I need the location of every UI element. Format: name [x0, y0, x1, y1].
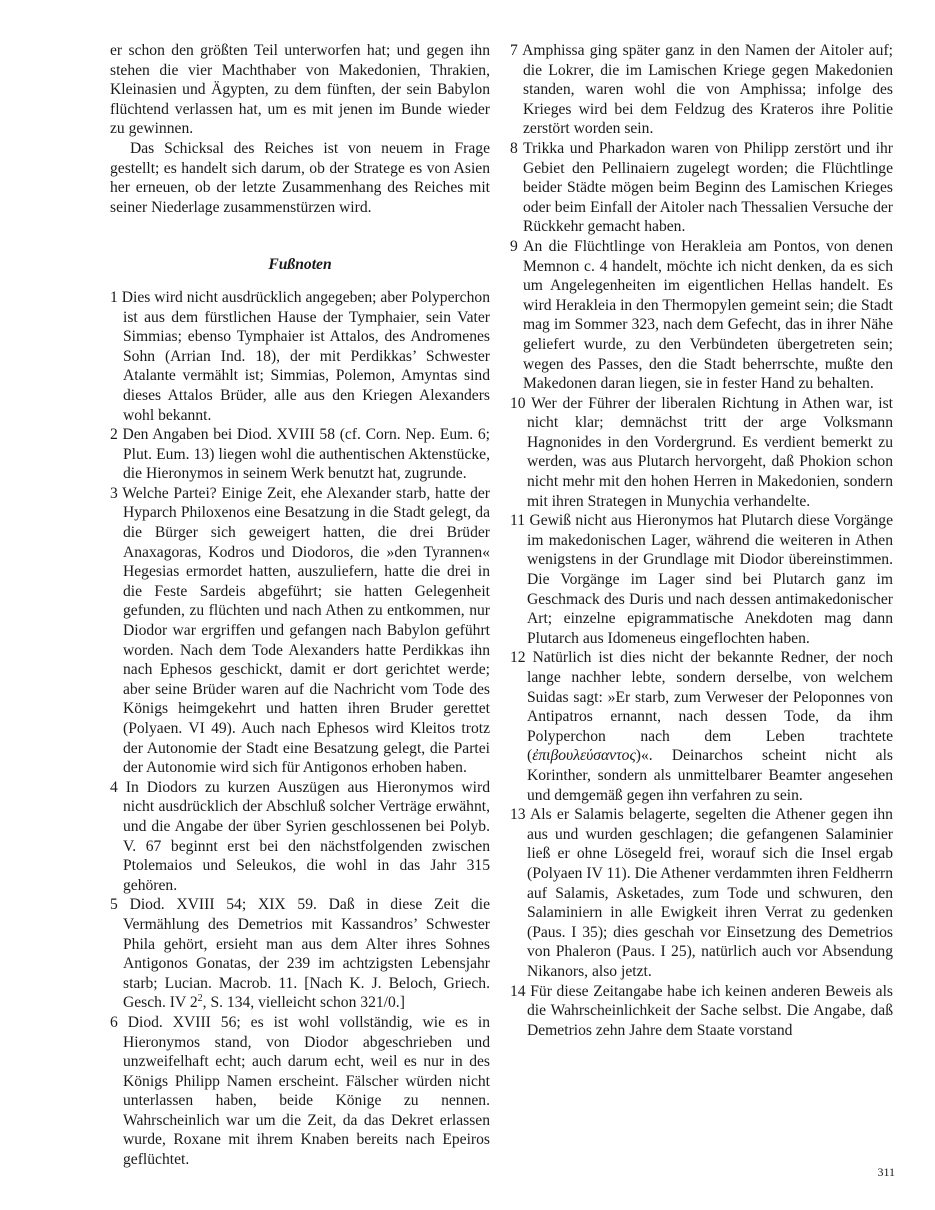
footnote-text: Gewiß nicht aus Hieronymos hat Plutarch diese Vorgänge im makedonischen Lager, während die weiteren in Athen wenigstens in der Grundlage mit Diodor übereinstimmen. Die Vorgänge im Lager sind bei Plutarch ganz im Geschmack des Duris und nach dessen antimakedonischer Art; einzelne epigrammatische Anekdoten mag dann Plutarch aus Idomeneus eingeflochten haben. — [527, 512, 893, 647]
footnote-number: 10 — [510, 394, 526, 412]
footnote — [510, 648, 893, 805]
footnote-text: Welche Partei? Einige Zeit, ehe Alexander starb, hatte der Hyparch Philoxenos eine Besatzung in die Stadt gelegt, da die Bürger sich geweigert hatten, die drei Brüder Anaxagoras, Kodros und Diodoros, die »den Tyrannen« Hegesias ermordet hatten, auszuliefern, hatte die drei in die Feste Sardeis abgeführt; sie hatten Gelegenheit gefunden, zu flüchten und nach Athen zu entkommen, nur Diodor war ergriffen und gefangen nach Babylon geführt worden. Nach dem Tode Alexanders hatte Perdikkas ihn nach Ephesos geschickt, damit er dort gerichtet werde; aber seine Brüder waren auf die Nachricht vom Tode des Königs heimgekehrt und hatten ihren Bruder gerettet (Polyaen. VI 49). Auch nach Ephesos wird Kleitos trotz der Autonomie der Stadt eine Besatzung gelegt, die Partei der Autonomie wird sich für Antigonos erhoben haben. — [122, 484, 490, 777]
footnote — [110, 895, 490, 1013]
footnote-text: In Diodors zu kurzen Auszügen aus Hieronymos wird nicht ausdrücklich der Abschluß solcher Verträge erwähnt, und die Angabe der über Syrien geschlossenen bei Polyb. V. 67 beginnt erst bei den nächstfolgenden zwischen Ptolemaios und Seleukos, die wohl in das Jahr 315 gehören. — [123, 778, 490, 894]
footnote-number: 6 — [110, 1013, 118, 1031]
footnote-number: 7 — [510, 42, 518, 59]
footnote-text: Dies wird nicht ausdrücklich angegeben; aber Polyperchon ist aus dem fürstlichen Hause der Tymphaier, sein Vater Simmias; ebenso Tymphaier ist Attalos, des Andromenes Sohn (Arrian Ind. 18), der mit Perdikkas’ Schwester Atalante vermählt ist; Simmias, Polemon, Amyntas sind dieses Attalos Brüder, alle aus den Kriegen Alexanders wohl bekannt. — [121, 288, 490, 424]
greek-quote: ἐπιβουλεύσαντος — [532, 747, 636, 765]
footnote — [510, 805, 893, 981]
footnote-text: Diod. XVIII 54; XIX 59. Daß in diese Zeit die Vermählung des Demetrios mit Kassandros’ Schwester Phila gehört, ersieht man aus dem Alter ihres Sohnes Antigonos Gonatas, der 239 im achtzigsten Lebensjahr starb; Lucian. Macrob. 11. [Nach K. J. Beloch, Griech. Gesch. IV 2 — [123, 896, 491, 1012]
footnote-number: 4 — [110, 778, 118, 796]
footnote — [510, 982, 893, 1041]
footnote — [110, 484, 490, 778]
footnote — [510, 511, 893, 648]
body-paragraph: Das Schicksal des Reiches ist von neuem in Frage gestellt; es handelt sich darum, ob der Stratege es von Asien her erneuen, ob der letzte Zusammenhang des Reiches mit seiner Niederlage zusammenstürzen wird. — [110, 139, 490, 216]
footnote-superscript: 2 — [197, 993, 203, 1005]
footnote — [510, 237, 893, 394]
footnote-text: Für diese Zeitangabe habe ich keinen anderen Beweis als die Wahrscheinlichkeit der Sache selbst. Die Angabe, daß Demetrios zehn Jahre dem Staate vorstand — [527, 982, 893, 1039]
footnote-number: 5 — [110, 896, 118, 914]
footnote-text: Wer der Führer der liberalen Richtung in Athen war, ist nicht klar; demnächst tritt der arge Volksmann Hagnonides in den Vordergrund. Es verdient bemerkt zu werden, was aus Plutarch hervorgeht, daß Phokion schon nicht mehr mit den hohen Herren in Makedonien, sondern mit ihren Strategen in Munychia verhandelte. — [527, 394, 893, 510]
body-paragraph: er schon den größten Teil unterworfen hat; und gegen ihn stehen die vier Machthaber von Makedonien, Thrakien, Kleinasien und Ägypten, zu dem fünften, der sein Babylon flüchtend verlassen hat, um es mit jenen im Bunde wieder zu gewinnen. — [110, 42, 490, 138]
footnote — [110, 1013, 490, 1170]
left-column — [110, 41, 490, 1170]
footnote-number: 2 — [110, 426, 118, 444]
footnote-number: 1 — [110, 288, 118, 306]
footnote-text: Trikka und Pharkadon waren von Philipp zerstört und ihr Gebiet den Pellinaiern zugelegt worden; die Flüchtlinge beider Städte mögen beim Beginn des Lamischen Krieges oder beim Einfall der Aitoler nach Thessalien Versuche der Rückkehr gemacht haben. — [523, 139, 893, 236]
footnote-number: 8 — [510, 139, 518, 157]
footnote-number: 3 — [110, 484, 118, 502]
footnote-text: Amphissa ging später ganz in den Namen der Aitoler auf; die Lokrer, die im Lamischen Kriege gegen Makedonien standen, waren wohl die von Amphissa; infolge des Krieges wird bei dem Feldzug des Krateros ihre Politie zerstört worden sein. — [522, 42, 893, 138]
footnote-text: Den Angaben bei Diod. XVIII 58 (cf. Corn. Nep. Eum. 6; Plut. Eum. 13) liegen wohl die authentischen Aktenstücke, die Hieronymos in seinem Werk benutzt hat, zugrunde. — [122, 426, 490, 483]
footnote-text: Natürlich ist dies nicht der bekannte Redner, der noch lange nachher lebte, sondern derselbe, von welchem Suidas sagt: »Er starb, zum Verweser der Peloponnes von Antipatros ernannt, nach dessen Tode, da ihm Polyperchon nach dem Leben trachtete ( — [527, 649, 893, 765]
footnotes-heading: Fußnoten — [268, 256, 332, 274]
footnote-number: 14 — [510, 982, 526, 1000]
footnote-number: 9 — [510, 237, 518, 255]
right-column — [510, 41, 893, 1040]
footnote — [110, 288, 490, 425]
page-number: 311 — [877, 1165, 895, 1179]
footnote-number: 13 — [510, 806, 526, 824]
footnote-text: )«. Deinarchos scheint nicht als Korinther, sondern als unmittelbarer Beamter angesehen und demgemäß gegen ihn verfahren zu sein. — [527, 747, 893, 804]
footnote-text: Diod. XVIII 56; es ist wohl vollständig, wie es in Hieronymos stand, von Diodor abgeschrieben und unzweifelhaft echt; auch darum echt, weil es nur in des Königs Philipp Namen erscheint. Fälscher würden nicht unterlassen haben, beide Könige zu nennen. Wahrscheinlich war um die Zeit, da das Dekret erlassen wurde, Roxane mit ihrem Knaben bereits nach Epeiros geflüchtet. — [123, 1013, 490, 1169]
footnote — [110, 425, 490, 484]
footnote — [510, 394, 893, 512]
footnote-text: Als er Salamis belagerte, segelten die Athener gegen ihn aus und wurden geschlagen; die gefangenen Salaminier ließ er ohne Lösegeld frei, worauf sich die Insel ergab (Polyaen IV 11). Die Athener verdammten ihren Feldherrn auf Salamis, Asketades, zum Tode und schwuren, den Salaminiern in alle Ewigkeit ihren Verrat zu gedenken (Paus. I 35); dies geschah vor Einsetzung des Demetrios von Phaleron (Paus. I 25), natürlich auch vor Absendung Nikanors, also jetzt. — [527, 806, 893, 980]
footnote-text: An die Flüchtlinge von Herakleia am Pontos, von denen Memnon c. 4 handelt, möchte ich nicht denken, da es sich um Angelegenheiten im eigentlichen Hellas handelt. Es wird Herakleia in den Thermopylen gemeint sein; die Stadt mag im Sommer 323, nach dem Gefecht, das in ihrer Nähe geliefert wurde, zu den Verbündeten übergetreten sein; wegen des Passes, den die Stadt beherrschte, mußte den Makedonen daran liegen, sie in fester Hand zu behalten. — [523, 237, 893, 393]
footnote-number: 12 — [510, 649, 526, 667]
footnote-number: 11 — [510, 512, 526, 530]
footnote-text: , S. 134, vielleicht schon 321/0.] — [202, 994, 405, 1012]
footnote — [510, 41, 893, 139]
footnote — [510, 139, 893, 237]
footnote — [110, 778, 490, 896]
